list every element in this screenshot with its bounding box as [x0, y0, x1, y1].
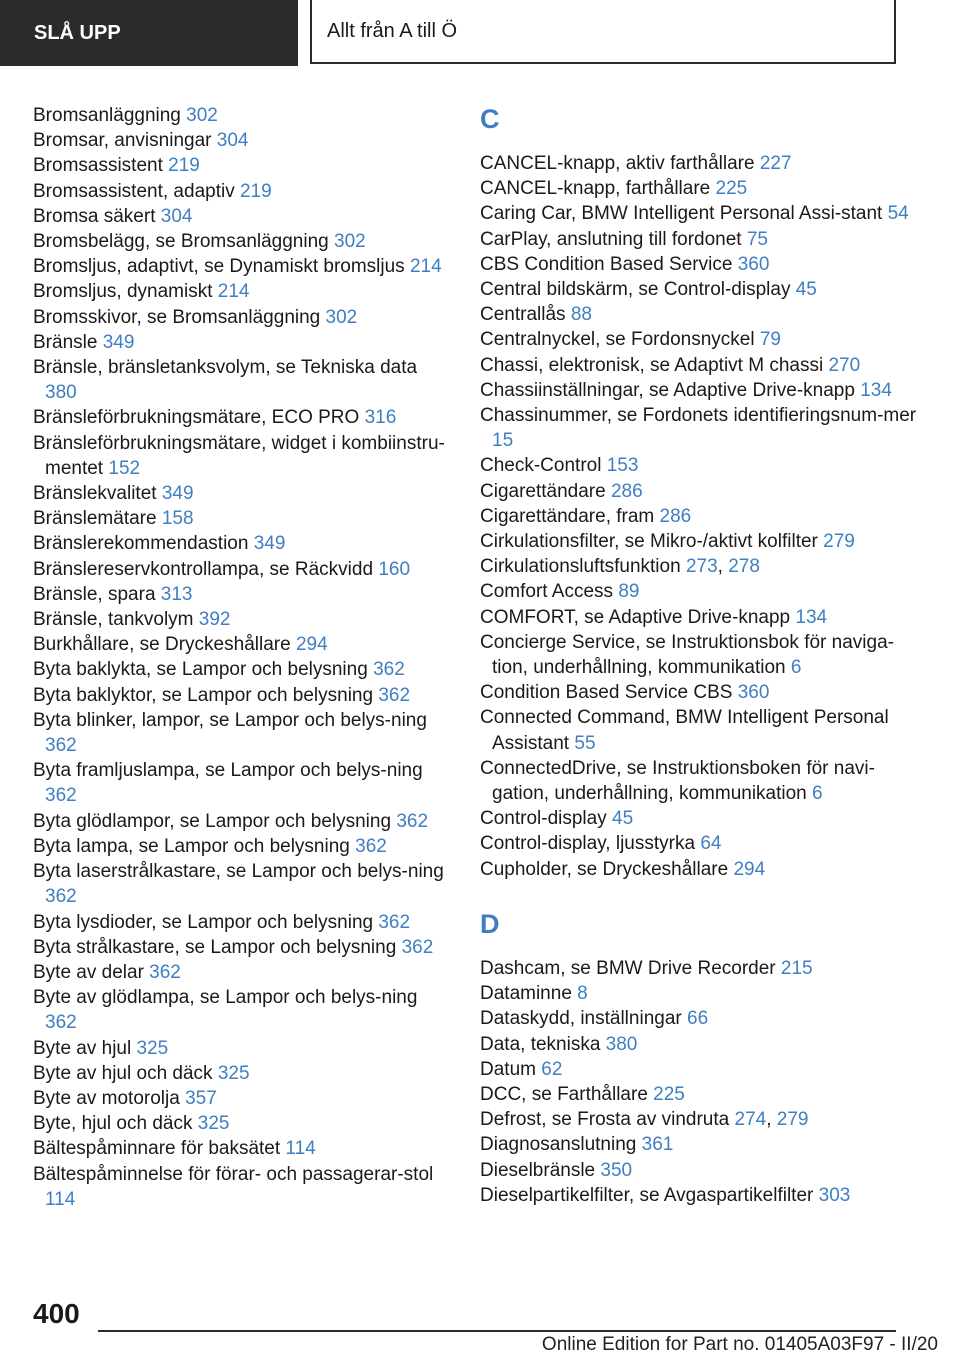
- index-entry: [33, 985, 453, 1035]
- index-entry-text: Control-display, ljusstyrka: [480, 833, 701, 855]
- index-entry: [33, 330, 453, 355]
- index-entry-text: CarPlay, anslutning till fordonet: [480, 228, 747, 250]
- page-reference-link[interactable]: 219: [168, 155, 200, 177]
- section-tab[interactable]: SLÅ UPP: [0, 0, 298, 66]
- page-reference-link[interactable]: 362: [378, 684, 411, 706]
- page-reference-link[interactable]: 45: [795, 279, 817, 301]
- index-entry-text: Bränsle, tankvolym: [33, 609, 199, 631]
- page-reference-link[interactable]: 278: [728, 556, 760, 578]
- index-entry: [33, 607, 453, 632]
- index-entry: [33, 279, 453, 304]
- page-reference-link[interactable]: 361: [641, 1134, 674, 1156]
- index-entry-text: Bränsle, spara: [33, 583, 161, 605]
- page-reference-link[interactable]: 6: [812, 783, 823, 805]
- page-reference-link[interactable]: 302: [325, 306, 358, 328]
- index-entry-text: Bromsar, anvisningar: [33, 130, 217, 152]
- page-reference-link[interactable]: 219: [239, 180, 272, 202]
- page-reference-link[interactable]: 313: [160, 583, 193, 605]
- index-column-left: [33, 103, 453, 1212]
- index-entry-text: Byte av glödlampa, se Lampor och belys-ning: [33, 987, 418, 1009]
- index-entry: [33, 834, 453, 859]
- index-entry-text: Dieselbränsle: [480, 1159, 601, 1181]
- index-entry-text: Byta laserstrålkastare, se Lampor och belys-ning: [33, 861, 444, 883]
- index-entry-text: Bränsle: [33, 331, 103, 353]
- index-entry-text: Byta lampa, se Lampor och belysning: [33, 835, 356, 857]
- index-entry-text: Bränslerekommendastion: [33, 533, 254, 555]
- page-number: 400: [33, 1298, 80, 1329]
- index-entry-text: Check-Control: [480, 455, 607, 477]
- index-entry: [33, 1136, 453, 1161]
- index-entry-text: Byte av motorolja: [33, 1087, 186, 1109]
- page-reference-link[interactable]: 350: [600, 1159, 633, 1181]
- index-entry: [33, 179, 453, 204]
- index-entry-text: Byta strålkastare, se Lampor och belysning: [33, 936, 402, 958]
- index-entry: [33, 431, 453, 481]
- index-entry: [33, 531, 453, 556]
- page-reference-link[interactable]: 214: [409, 256, 442, 278]
- index-entry: [33, 809, 453, 834]
- index-entry-text: Datum: [480, 1058, 542, 1080]
- index-entry-text: Bromsskivor, se Bromsanläggning: [33, 306, 326, 328]
- index-entry-text: Dieselpartikelfilter, se Avgaspartikelfilter: [480, 1184, 819, 1206]
- index-entry: [33, 305, 453, 330]
- page-reference-link[interactable]: 227: [759, 153, 792, 174]
- index-entry-text: Byta blinker, lampor, se Lampor och belys-ning: [33, 709, 427, 731]
- index-entry: [480, 1158, 920, 1183]
- page-reference-link[interactable]: 392: [198, 609, 231, 631]
- index-entry-text: Byte, hjul och däck: [33, 1113, 198, 1135]
- page-reference-link[interactable]: 114: [285, 1138, 316, 1160]
- index-entry: [33, 1036, 453, 1061]
- page-reference-link[interactable]: 215: [780, 957, 813, 979]
- index-entry: [33, 1061, 453, 1086]
- index-entry-text: Bränslereservkontrollampa, se Räckvidd: [33, 558, 379, 580]
- page-reference-link[interactable]: 66: [687, 1008, 709, 1030]
- page-reference-link[interactable]: 225: [715, 178, 748, 200]
- page-reference-link[interactable]: 64: [700, 833, 722, 855]
- footer-divider: [98, 1330, 896, 1332]
- index-entry-text: Condition Based Service CBS: [480, 682, 738, 704]
- index-entry-text: Burkhållare, se Dryckeshållare: [33, 634, 296, 656]
- page-reference-link[interactable]: 54: [887, 203, 909, 225]
- index-entry-text: COMFORT, se Adaptive Drive-knapp: [480, 606, 796, 628]
- index-entry: [33, 128, 453, 153]
- index-entry: [480, 1132, 920, 1157]
- page-reference-link[interactable]: 286: [610, 480, 643, 502]
- page-reference-link[interactable]: 89: [618, 581, 640, 603]
- page-reference-link[interactable]: 302: [186, 105, 218, 126]
- index-entry-text: CANCEL-knapp, aktiv farthållare: [480, 153, 760, 174]
- page-reference-link[interactable]: 304: [160, 205, 193, 227]
- page-reference-link[interactable]: 274: [734, 1109, 767, 1131]
- index-entry: [33, 355, 453, 405]
- index-entry-text: Byte av hjul: [33, 1037, 137, 1059]
- index-entry: [480, 529, 920, 554]
- index-entry-text: Control-display: [480, 808, 612, 830]
- page-reference-link[interactable]: 15: [492, 430, 514, 452]
- index-entry-text: Byte av hjul och däck: [33, 1062, 218, 1084]
- index-entry-text: Dashcam, se BMW Drive Recorder: [480, 957, 781, 979]
- page-reference-link[interactable]: 349: [253, 533, 286, 555]
- index-entry-text: Centralnyckel, se Fordonsnyckel: [480, 329, 760, 351]
- index-entry: [480, 956, 920, 981]
- index-entry: [480, 176, 920, 201]
- index-entry: [33, 229, 453, 254]
- index-entry-text: Bränslekvalitet: [33, 483, 162, 505]
- page-reference-link[interactable]: 160: [378, 558, 411, 580]
- index-entry: [33, 254, 453, 279]
- index-entry: [33, 632, 453, 657]
- page-reference-link[interactable]: 55: [574, 732, 596, 754]
- index-entry: [480, 479, 920, 504]
- index-entry-text: Bromsljus, dynamiskt: [33, 281, 218, 303]
- page-reference-link[interactable]: 302: [334, 231, 366, 253]
- page-reference-link[interactable]: 325: [136, 1037, 169, 1059]
- index-entry: [480, 201, 920, 226]
- index-entry-text: Bränsle, bränsletanksvolym, se Tekniska data: [33, 357, 418, 379]
- index-entry-text: CBS Condition Based Service: [480, 253, 738, 275]
- page-reference-link[interactable]: 75: [746, 228, 768, 250]
- page-reference-link[interactable]: 279: [776, 1109, 809, 1131]
- index-entry: [480, 327, 920, 352]
- index-entry-text: Diagnosanslutning: [480, 1134, 642, 1156]
- index-entry-text: CANCEL-knapp, farthållare: [480, 178, 716, 200]
- page-reference-link[interactable]: 325: [197, 1113, 230, 1135]
- index-entry: [480, 378, 920, 403]
- index-entry: Defrost, se Frosta av vindruta 274, 279: [480, 1109, 809, 1131]
- index-entry: [480, 151, 920, 176]
- index-entry-text: Dataskydd, inställningar: [480, 1008, 687, 1030]
- index-entry-text: Central bildskärm, se Control-display: [480, 279, 796, 301]
- index-entry: [480, 756, 920, 806]
- index-entry: [480, 1082, 920, 1107]
- index-entry: [480, 680, 920, 705]
- index-entry-text: Comfort Access: [480, 581, 619, 603]
- page-header: [0, 0, 960, 66]
- index-entry-text: Defrost, se Frosta av vindruta: [480, 1109, 735, 1131]
- index-entry: [480, 1032, 920, 1057]
- index-entry: [33, 657, 453, 682]
- index-entry-text: Chassi, elektronisk, se Adaptivt M chassi: [480, 354, 829, 376]
- index-entry: [480, 453, 920, 478]
- index-entry-text: Data, tekniska: [480, 1033, 606, 1055]
- index-section-c: [480, 151, 920, 882]
- index-section-d: [480, 956, 920, 1208]
- page-reference-link[interactable]: 362: [45, 735, 77, 757]
- page-reference-link[interactable]: 362: [378, 911, 411, 933]
- index-entry-text: Byta glödlampor, se Lampor och belysning: [33, 810, 397, 832]
- index-entry: [33, 103, 453, 128]
- index-entry-text: Caring Car, BMW Intelligent Personal Assi-stant: [480, 203, 888, 225]
- index-entry: [480, 252, 920, 277]
- page-reference-link[interactable]: 294: [733, 858, 766, 880]
- index-entry: [480, 579, 920, 604]
- index-entry: [480, 1183, 920, 1208]
- index-entry-text: DCC, se Farthållare: [480, 1083, 654, 1105]
- page-reference-link[interactable]: 286: [659, 505, 692, 527]
- index-entry-text: Bromsa säkert: [33, 205, 161, 227]
- index-entry-text: Bränsleförbrukningsmätare, widget i kombiinstru-mentet: [33, 432, 445, 479]
- index-entry-text: ConnectedDrive, se Instruktionsboken för navi-gation, underhållning, kommunikation: [480, 757, 875, 805]
- page-reference-link[interactable]: 362: [355, 835, 387, 857]
- page-reference-link[interactable]: 279: [823, 531, 855, 553]
- page-reference-link[interactable]: 114: [45, 1188, 76, 1210]
- index-entry: [480, 857, 920, 882]
- page-reference-link[interactable]: 153: [606, 455, 639, 477]
- index-entry-text: Dataminne: [480, 983, 578, 1005]
- page-reference-link[interactable]: 270: [828, 354, 861, 376]
- index-entry-text: Bromsassistent: [33, 155, 169, 177]
- page-reference-link[interactable]: 8: [577, 983, 588, 1005]
- page-reference-link[interactable]: 134: [795, 606, 828, 628]
- index-entry: [33, 859, 453, 909]
- page-reference-link[interactable]: 316: [364, 407, 397, 429]
- page-reference-link[interactable]: 362: [45, 1012, 77, 1034]
- index-entry: [480, 705, 920, 755]
- edition-note: Online Edition for Part no. 01405A03F97 - II/20: [541, 1334, 938, 1355]
- index-entry-text: Bromsbelägg, se Bromsanläggning: [33, 231, 335, 253]
- page-reference-link[interactable]: 225: [653, 1083, 685, 1105]
- index-entry: [480, 1057, 920, 1082]
- index-entry-text: Cigarettändare, fram: [480, 505, 660, 527]
- index-entry: [33, 910, 453, 935]
- index-entry: [480, 605, 920, 630]
- index-entry: [33, 557, 453, 582]
- index-entry: [33, 1086, 453, 1111]
- page-reference-link[interactable]: 79: [759, 329, 781, 351]
- index-entry: [33, 758, 453, 808]
- index-entry-text: Concierge Service, se Instruktionsbok för naviga-tion, underhållning, kommunikation: [480, 631, 894, 679]
- index-entry: [480, 981, 920, 1006]
- index-entry-text: Connected Command, BMW Intelligent Personal Assistant: [480, 707, 889, 754]
- page-reference-link[interactable]: 362: [396, 810, 429, 832]
- page-reference-link[interactable]: 134: [860, 379, 892, 401]
- index-letter-d: D: [480, 908, 500, 939]
- index-entry: [480, 302, 920, 327]
- index-entry-text: Byta framljuslampa, se Lampor och belys-ning: [33, 760, 423, 782]
- index-entry: [33, 481, 453, 506]
- index-entry: [33, 582, 453, 607]
- index-entry-text: Bältespåminnare för baksätet: [33, 1138, 286, 1160]
- page-reference-link[interactable]: 62: [541, 1058, 563, 1080]
- page-reference-link[interactable]: 304: [216, 130, 249, 152]
- page-reference-link[interactable]: 325: [217, 1062, 250, 1084]
- index-entry: [33, 708, 453, 758]
- index-entry: [480, 806, 920, 831]
- index-entry-text: Cigarettändare: [480, 480, 611, 502]
- page-reference-link[interactable]: 362: [401, 936, 434, 958]
- page-reference-link[interactable]: 6: [790, 657, 802, 679]
- page-reference-link[interactable]: 362: [373, 659, 405, 681]
- index-entry-text: Chassiinställningar, se Adaptive Drive-knapp: [480, 379, 861, 401]
- index-entry-text: Bromsljus, adaptivt, se Dynamiskt bromsljus: [33, 256, 410, 278]
- page-reference-link[interactable]: 273: [685, 556, 718, 578]
- page-reference-link[interactable]: 362: [45, 886, 77, 908]
- index-entry: Cirkulationsluftsfunktion 273, 278: [480, 556, 760, 578]
- index-entry-text: Cirkulationsfilter, se Mikro-/aktivt kolfilter: [480, 531, 824, 553]
- index-entry: [480, 227, 920, 252]
- page-reference-link[interactable]: 214: [217, 281, 250, 303]
- index-entry: [480, 1006, 920, 1031]
- index-entry: [33, 683, 453, 708]
- index-entry: [33, 935, 453, 960]
- page-reference-link[interactable]: 357: [185, 1087, 217, 1109]
- index-entry: [480, 403, 920, 453]
- index-entry-text: Byta lysdioder, se Lampor och belysning: [33, 911, 379, 933]
- index-entry: [33, 153, 453, 178]
- index-entry: [33, 1162, 453, 1212]
- index-entry: [33, 204, 453, 229]
- page-reference-link[interactable]: 362: [45, 785, 77, 807]
- index-entry-text: Bromsanläggning: [33, 105, 187, 126]
- page-reference-link[interactable]: 360: [737, 253, 770, 275]
- index-entry-text: Bromsassistent, adaptiv: [33, 180, 240, 202]
- index-entry-text: Bränsleförbrukningsmätare, ECO PRO: [33, 407, 365, 429]
- page-reference-link[interactable]: 349: [102, 331, 135, 353]
- page-reference-link[interactable]: 380: [45, 382, 77, 404]
- index-entry: [33, 1111, 453, 1136]
- page-reference-link[interactable]: 380: [605, 1033, 638, 1055]
- index-letter-c: C: [480, 104, 500, 134]
- page-reference-link[interactable]: 294: [295, 634, 328, 656]
- index-entry-text: Centrallås: [480, 304, 571, 326]
- index-entry-text: Bältespåminnelse för förar- och passagerar-stol: [33, 1163, 434, 1185]
- page-reference-link[interactable]: 349: [161, 483, 194, 505]
- index-entry: [480, 831, 920, 856]
- index-entry-text: Chassinummer, se Fordonets identifieringsnum-mer: [480, 405, 917, 427]
- index-entry-text: Bränslemätare: [33, 508, 162, 530]
- page-reference-link[interactable]: 360: [737, 682, 770, 704]
- page-reference-link[interactable]: 45: [612, 808, 634, 830]
- index-entry-text: Byta baklykta, se Lampor och belysning: [33, 659, 374, 681]
- index-entry: [480, 277, 920, 302]
- index-entry-text: Cupholder, se Dryckeshållare: [480, 858, 734, 880]
- index-entry-text: Byte av delar: [33, 961, 150, 983]
- index-entry: [480, 630, 920, 680]
- index-entry-text: Cirkulationsluftsfunktion: [480, 556, 686, 578]
- page-reference-link[interactable]: 362: [149, 961, 181, 983]
- chapter-title: Allt från A till Ö: [310, 0, 896, 64]
- page-reference-link[interactable]: 158: [161, 508, 194, 530]
- index-entry: [33, 960, 453, 985]
- index-entry: [33, 506, 453, 531]
- index-entry: [480, 504, 920, 529]
- index-entry-text: Byta baklyktor, se Lampor och belysning: [33, 684, 379, 706]
- page-reference-link[interactable]: 303: [818, 1184, 851, 1206]
- page-reference-link[interactable]: 88: [570, 304, 592, 326]
- page-reference-link[interactable]: 152: [108, 457, 141, 479]
- index-column-right: [480, 97, 920, 1208]
- index-entry: [33, 405, 453, 430]
- index-entry: [480, 353, 920, 378]
